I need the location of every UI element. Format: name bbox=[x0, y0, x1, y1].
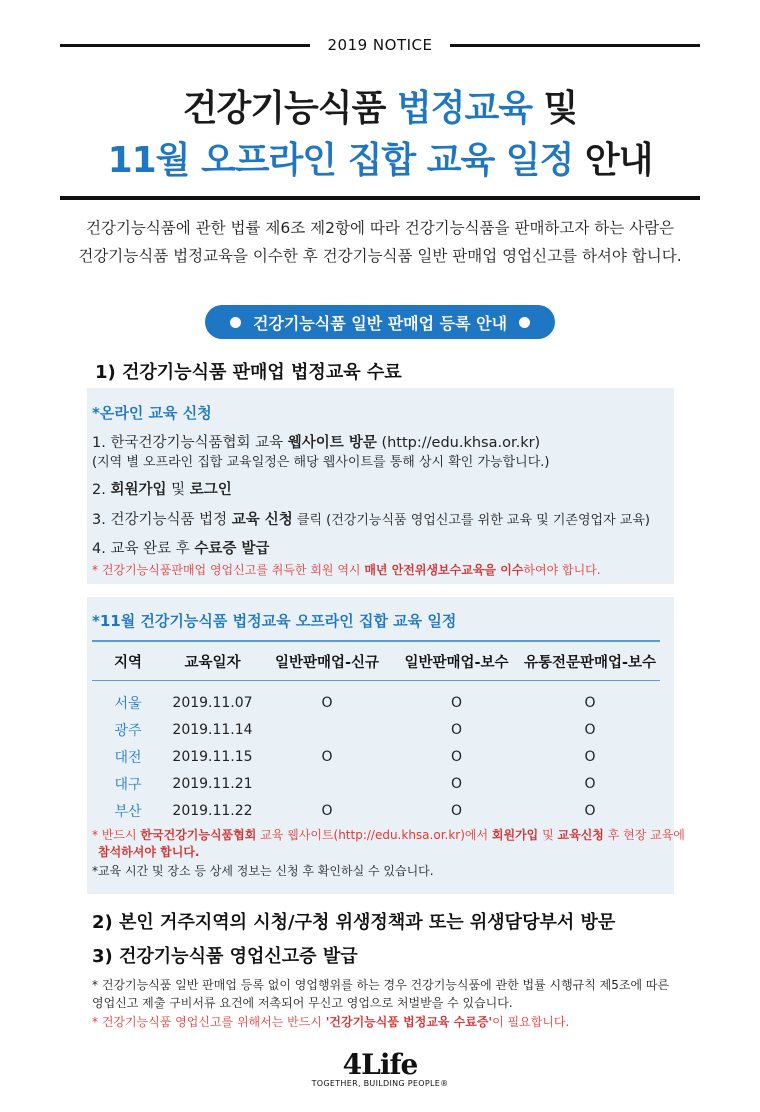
step-4: 4. 교육 완료 후 수료증 발급 bbox=[92, 541, 270, 557]
page-title-line2: 11월 오프라인 집합 교육 일정 안내 bbox=[107, 140, 653, 181]
col-distribution-refresh: 유통전문판매업-보수 bbox=[520, 641, 660, 681]
table-row: 서울 2019.11.07 O O O bbox=[114, 694, 596, 712]
offline-note-2: *교육 시간 및 장소 등 상세 정보는 신청 후 확인하실 수 있습니다. bbox=[92, 864, 434, 878]
online-title: *온라인 교육 신청 bbox=[92, 404, 212, 422]
banner-label: 건강기능식품 일반 판매업 등록 안내 bbox=[252, 313, 508, 333]
offline-note-1-line2: 참석하셔야 합니다. bbox=[98, 845, 200, 859]
offline-note-1: * 반드시 한국건강기능식품협회 교육 웹사이트(http://edu.khsa.or.kr)에서 회원가입 및 교육신청 후 현장 교육에 bbox=[92, 828, 685, 842]
section3-text-2: 영업신고 제출 구비서류 요건에 저촉되어 무신고 영업으로 처벌받을 수 있습니다. bbox=[92, 996, 513, 1010]
table-header-row bbox=[92, 641, 660, 681]
bullet-dot-icon bbox=[230, 317, 241, 328]
section3-text-1: * 건강기능식품 일반 판매업 등록 없이 영업행위를 하는 경우 건강기능식품에 관한 법률 시행규칙 제5조에 따른 bbox=[92, 978, 670, 992]
col-date: 교육일자 bbox=[164, 641, 261, 681]
section1-heading: 1) 건강기능식품 판매업 법정교육 수료 bbox=[95, 362, 402, 383]
registration-banner bbox=[205, 305, 555, 339]
logo-tagline: TOGETHER, BUILDING PEOPLE® bbox=[311, 1079, 449, 1088]
col-general-refresh: 일반판매업-보수 bbox=[393, 641, 520, 681]
brand-logo bbox=[0, 1048, 760, 1088]
table-row: 광주 2019.11.14 O O bbox=[114, 721, 596, 739]
annual-training-note: * 건강기능식품판매업 영업신고를 취득한 회원 역시 매년 안전위생보수교육을 이수하여야 합니다. bbox=[92, 563, 601, 577]
logo-mark: 4Life bbox=[342, 1048, 418, 1081]
section3-red-note: * 건강기능식품 영업신고를 위해서는 반드시 '건강기능식품 법정교육 수료증'이 필요합니다. bbox=[92, 1015, 570, 1029]
table-row: 부산 2019.11.22 O O O bbox=[114, 802, 596, 820]
bullet-dot-icon bbox=[519, 317, 530, 328]
notice-label: 2019 NOTICE bbox=[0, 36, 760, 54]
title-divider bbox=[60, 196, 700, 200]
offline-title: *11월 건강기능식품 법정교육 오프라인 집합 교육 일정 bbox=[92, 612, 457, 630]
col-general-new: 일반판매업-신규 bbox=[261, 641, 393, 681]
page-title-line1: 건강기능식품 법정교육 및 bbox=[182, 88, 578, 129]
col-region: 지역 bbox=[92, 641, 164, 681]
table-row: 대구 2019.11.21 O O bbox=[114, 775, 596, 793]
step-3: 3. 건강기능식품 법정 교육 신청 클릭 (건강기능식품 영업신고를 위한 교육 및 기존영업자 교육) bbox=[92, 512, 650, 528]
schedule-table bbox=[92, 640, 660, 824]
table-row: 대전 2019.11.15 O O O bbox=[114, 748, 596, 766]
step-1: 1. 한국건강기능식품협회 교육 웹사이트 방문 (http://edu.khsa.or.kr) bbox=[92, 435, 541, 451]
intro-line2: 건강기능식품 법정교육을 이수한 후 건강기능식품 일반 판매업 영업신고를 하셔야 합니다. bbox=[78, 247, 682, 265]
step-1-sub: (지역 별 오프라인 집합 교육일정은 해당 웹사이트를 통해 상시 확인 가능합니다.) bbox=[92, 455, 550, 470]
section2-heading: 2) 본인 거주지역의 시청/구청 위생정책과 또는 위생담당부서 방문 bbox=[92, 912, 616, 933]
step-2: 2. 회원가입 및 로그인 bbox=[92, 482, 232, 498]
intro-line1: 건강기능식품에 관한 법률 제6조 제2항에 따라 건강기능식품을 판매하고자 하는 사람은 bbox=[85, 219, 675, 237]
section3-heading: 3) 건강기능식품 영업신고증 발급 bbox=[92, 946, 358, 967]
table-row bbox=[92, 681, 660, 690]
